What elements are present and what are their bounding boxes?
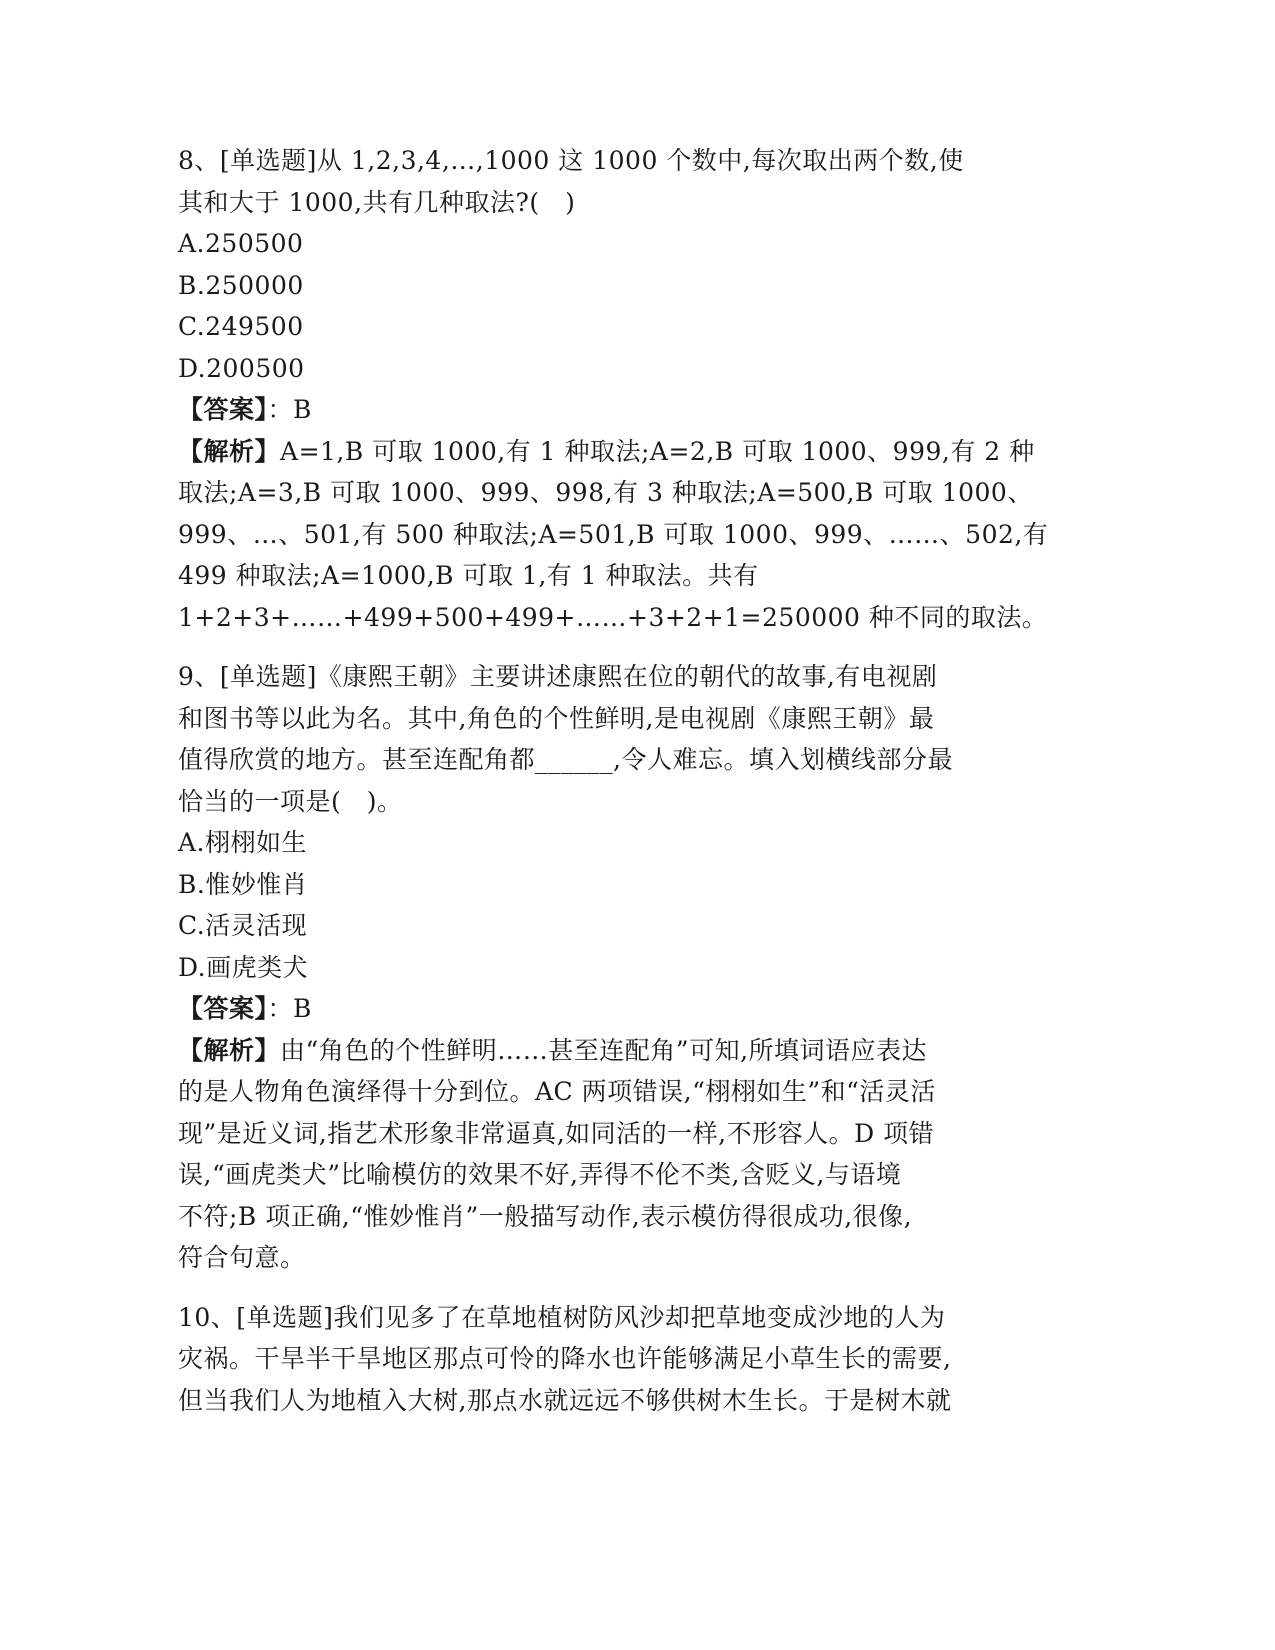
analysis-line <box>178 1030 1038 1072</box>
analysis-line: 现”是近义词,指艺术形象非常逼真,如同活的一样,不形容人。D 项错 <box>178 1118 935 1148</box>
analysis-line: 不符;B 项正确,“惟妙惟肖”一般描写动作,表示模仿得很成功,很像, <box>178 1201 913 1231</box>
option-c: C.249500 <box>178 312 304 341</box>
answer-value: ：B <box>267 994 312 1023</box>
question-stem-line: 灾祸。干旱半干旱地区那点可怜的降水也许能够满足小草生长的需要, <box>178 1344 952 1373</box>
question-8 <box>178 140 1049 638</box>
analysis-label: 【解析】 <box>178 1035 281 1065</box>
analysis-label: 【解析】 <box>178 436 281 466</box>
answer-label: 【答案】 <box>178 994 268 1023</box>
document-page <box>178 140 1049 1421</box>
question-stem-line: 值得欣赏的地方。甚至连配角都______,令人难忘。填入划横线部分最 <box>178 745 953 774</box>
option-d: D.200500 <box>178 353 305 383</box>
option-a: A.栩栩如生 <box>178 828 308 857</box>
question-stem-line: 但当我们人为地植入大树,那点水就远远不够供树木生长。于是树木就 <box>178 1385 952 1415</box>
question-10 <box>178 1297 1038 1422</box>
analysis-line: 取法;A=3,B 可取 1000、999、998,有 3 种取法;A=500,B 可取 1000、 <box>178 478 1033 507</box>
question-stem-line: 8、[单选题]从 1,2,3,4,…,1000 这 1000 个数中,每次取出两个数,使 <box>178 146 964 175</box>
answer-line <box>178 389 1038 431</box>
analysis-line: 999、…、501,有 500 种取法;A=501,B 可取 1000、999、……、502,有 <box>178 519 1049 549</box>
question-stem-line: 恰当的一项是( )。 <box>178 786 403 816</box>
option-b: B.250000 <box>178 270 304 300</box>
option-a: A.250500 <box>178 229 304 258</box>
analysis-line <box>178 431 1038 473</box>
analysis-line: 符合句意。 <box>178 1243 306 1272</box>
analysis-text: A=1,B 可取 1000,有 1 种取法;A=2,B 可取 1000、999,有 2 种 <box>280 436 1035 466</box>
question-stem-line: 其和大于 1000,共有几种取法?( ) <box>178 187 576 217</box>
option-c: C.活灵活现 <box>178 911 308 940</box>
option-b: B.惟妙惟肖 <box>178 869 308 899</box>
analysis-line: 1+2+3+……+499+500+499+……+3+2+1=250000 种不同的取法。 <box>178 602 1048 632</box>
question-stem-line: 10、[单选题]我们见多了在草地植树防风沙却把草地变成沙地的人为 <box>178 1302 946 1332</box>
answer-label: 【答案】 <box>178 395 268 424</box>
question-stem-line: 和图书等以此为名。其中,角色的个性鲜明,是电视剧《康熙王朝》最 <box>178 703 935 733</box>
option-d: D.画虎类犬 <box>178 952 309 982</box>
analysis-text: 由“角色的个性鲜明……甚至连配角”可知,所填词语应表达 <box>280 1035 928 1065</box>
analysis-line: 499 种取法;A=1000,B 可取 1,有 1 种取法。共有 <box>178 561 759 590</box>
analysis-line: 的是人物角色演绎得十分到位。AC 两项错误,“栩栩如生”和“活灵活 <box>178 1077 936 1106</box>
question-stem-line: 9、[单选题]《康熙王朝》主要讲述康熙在位的朝代的故事,有电视剧 <box>178 662 938 691</box>
answer-value: ：B <box>267 395 312 424</box>
question-spacer <box>178 1279 1038 1297</box>
answer-line <box>178 988 1038 1030</box>
question-9 <box>178 656 1038 1279</box>
analysis-line: 误,“画虎类犬”比喻模仿的效果不好,弄得不伦不类,含贬义,与语境 <box>178 1160 902 1189</box>
question-spacer <box>178 638 1038 656</box>
